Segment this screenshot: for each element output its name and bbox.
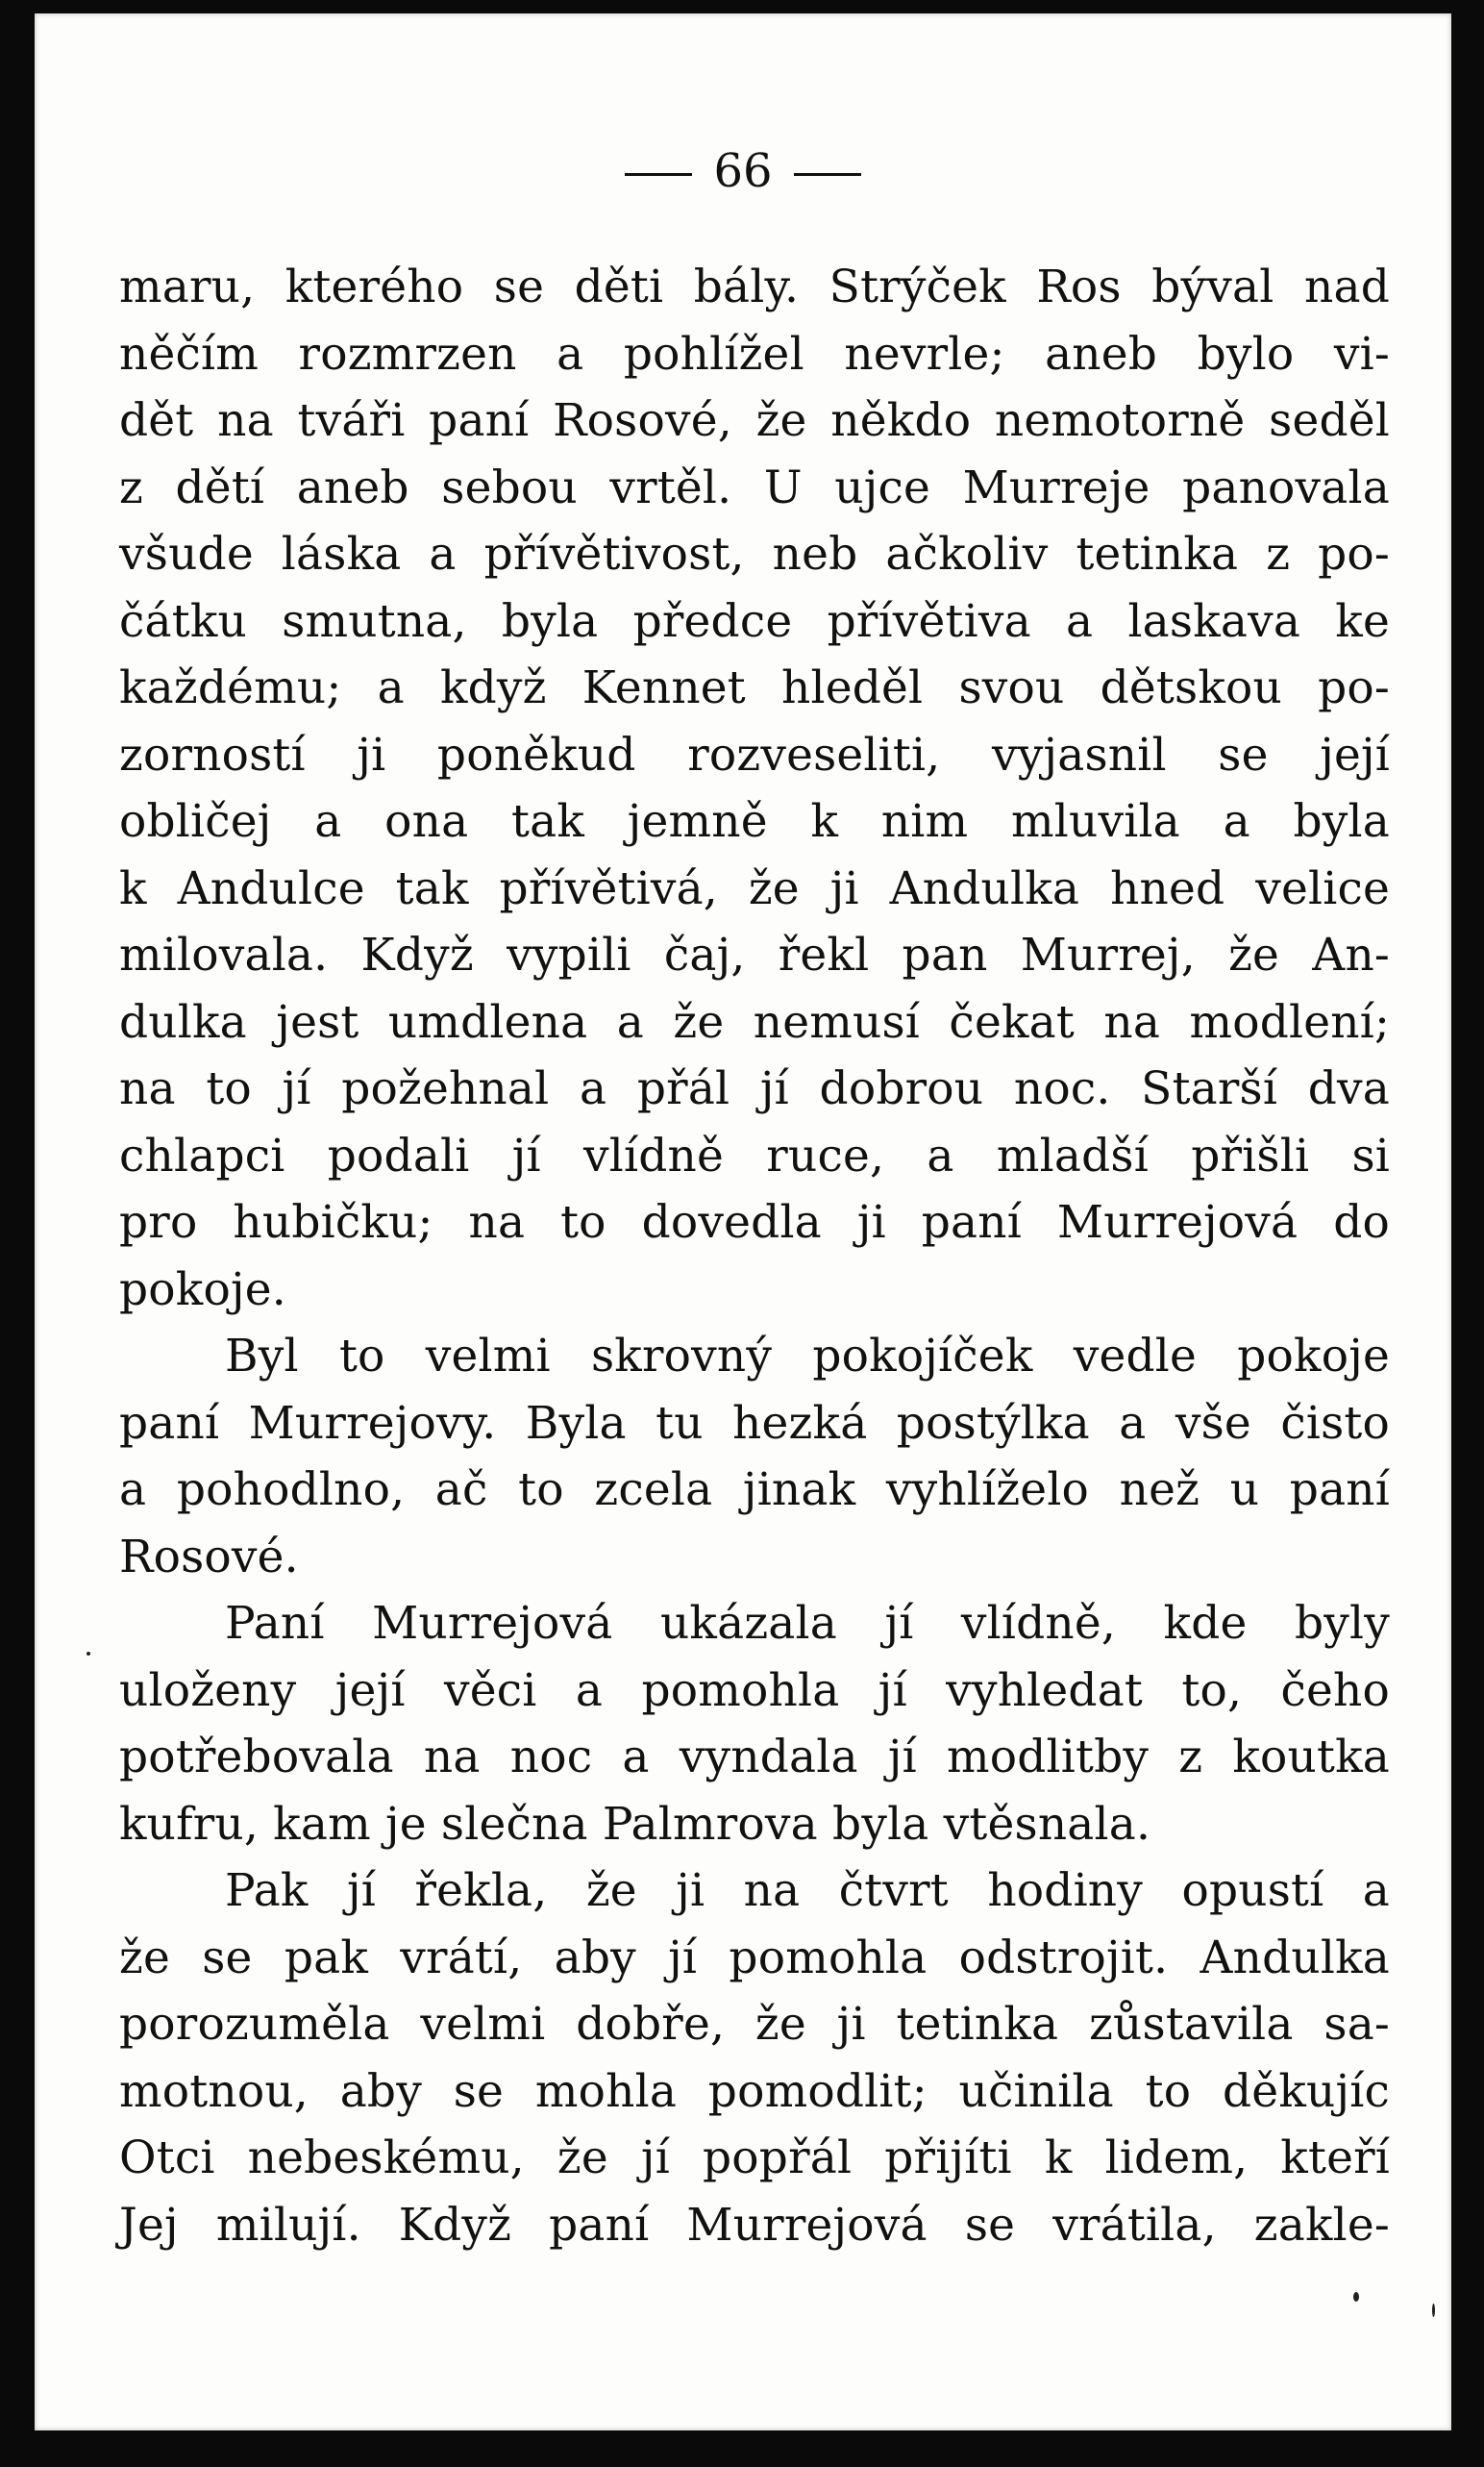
text-line: dulka jest umdlena a že nemusí čekat na modlení; xyxy=(119,995,1390,1049)
left-dash xyxy=(625,173,692,176)
paragraph-start-line: Paní Murrejová ukázala jí vlídně, kde byly xyxy=(225,1597,1390,1650)
text-line: paní Murrejovy. Byla tu hezká postýlka a vše čisto xyxy=(119,1396,1390,1450)
body-text xyxy=(119,254,1390,2258)
paragraph-end-line: pokoje. xyxy=(119,1262,286,1316)
text-line: chlapci podali jí vlídně ruce, a mladší přišli si xyxy=(119,1129,1390,1183)
text-line: zorností ji poněkud rozveseliti, vyjasnil se její xyxy=(119,728,1390,782)
text-line: každému; a když Kennet hleděl svou dětskou po- xyxy=(119,661,1390,714)
text-line: Otci nebeskému, že jí popřál přijíti k lidem, kteří xyxy=(119,2131,1390,2184)
text-line: obličej a ona tak jemně k nim mluvila a byla xyxy=(119,795,1390,848)
text-line: maru, kterého se děti bály. Strýček Ros býval nad xyxy=(119,261,1390,313)
right-dash xyxy=(794,173,861,176)
ink-speck xyxy=(1432,2304,1435,2317)
text-line: k Andulce tak přívětivá, že ji Andulka hned velice xyxy=(119,861,1390,915)
text-line: pro hubičku; na to dovedla ji paní Murrejová do xyxy=(119,1196,1390,1249)
text-line: čátku smutna, byla předce přívětiva a laskava ke xyxy=(119,594,1390,648)
page-number-header xyxy=(35,142,1451,200)
text-line: všude láska a přívětivost, neb ačkoliv tetinka z po- xyxy=(119,528,1390,581)
text-line: z dětí aneb sebou vrtěl. U ujce Murreje panovala xyxy=(119,461,1390,514)
ink-speck xyxy=(87,1652,90,1656)
text-line: na to jí požehnal a přál jí dobrou noc. Starší dva xyxy=(119,1062,1390,1115)
text-line: motnou, aby se mohla pomodlit; učinila to děkujíc xyxy=(119,2064,1390,2118)
text-line: dět na tváři paní Rosové, že někdo nemotorně seděl xyxy=(119,394,1390,447)
paragraph-start-line: Pak jí řekla, že ji na čtvrt hodiny opustí a xyxy=(225,1864,1390,1917)
book-page xyxy=(35,13,1451,2430)
paragraph-end-line: Rosové. xyxy=(119,1530,299,1583)
paragraph-start-line: Byl to velmi skrovný pokojíček vedle pokoje xyxy=(225,1330,1390,1383)
text-line: uloženy její věci a pomohla jí vyhledat to, čeho xyxy=(119,1663,1390,1717)
text-line: a pohodlno, ač to zcela jinak vyhlíželo než u paní xyxy=(119,1463,1390,1516)
ink-speck xyxy=(1353,2292,1359,2302)
text-line: potřebovala na noc a vyndala jí modlitby z koutka xyxy=(119,1731,1390,1783)
text-line: porozuměla velmi dobře, že ji tetinka zůstavila sa- xyxy=(119,1998,1390,2051)
text-line: milovala. Když vypili čaj, řekl pan Murrej, že An- xyxy=(119,929,1390,982)
text-line: něčím rozmrzen a pohlížel nevrle; aneb bylo vi- xyxy=(119,327,1390,381)
text-line: že se pak vrátí, aby jí pomohla odstrojit. Andulka xyxy=(119,1931,1390,1984)
paragraph-end-line: kufru, kam je slečna Palmrova byla vtěsnala. xyxy=(119,1797,1151,1851)
text-line: Jej milují. Když paní Murrejová se vrátila, zakle- xyxy=(119,2198,1390,2252)
page-number: 66 xyxy=(713,144,773,198)
